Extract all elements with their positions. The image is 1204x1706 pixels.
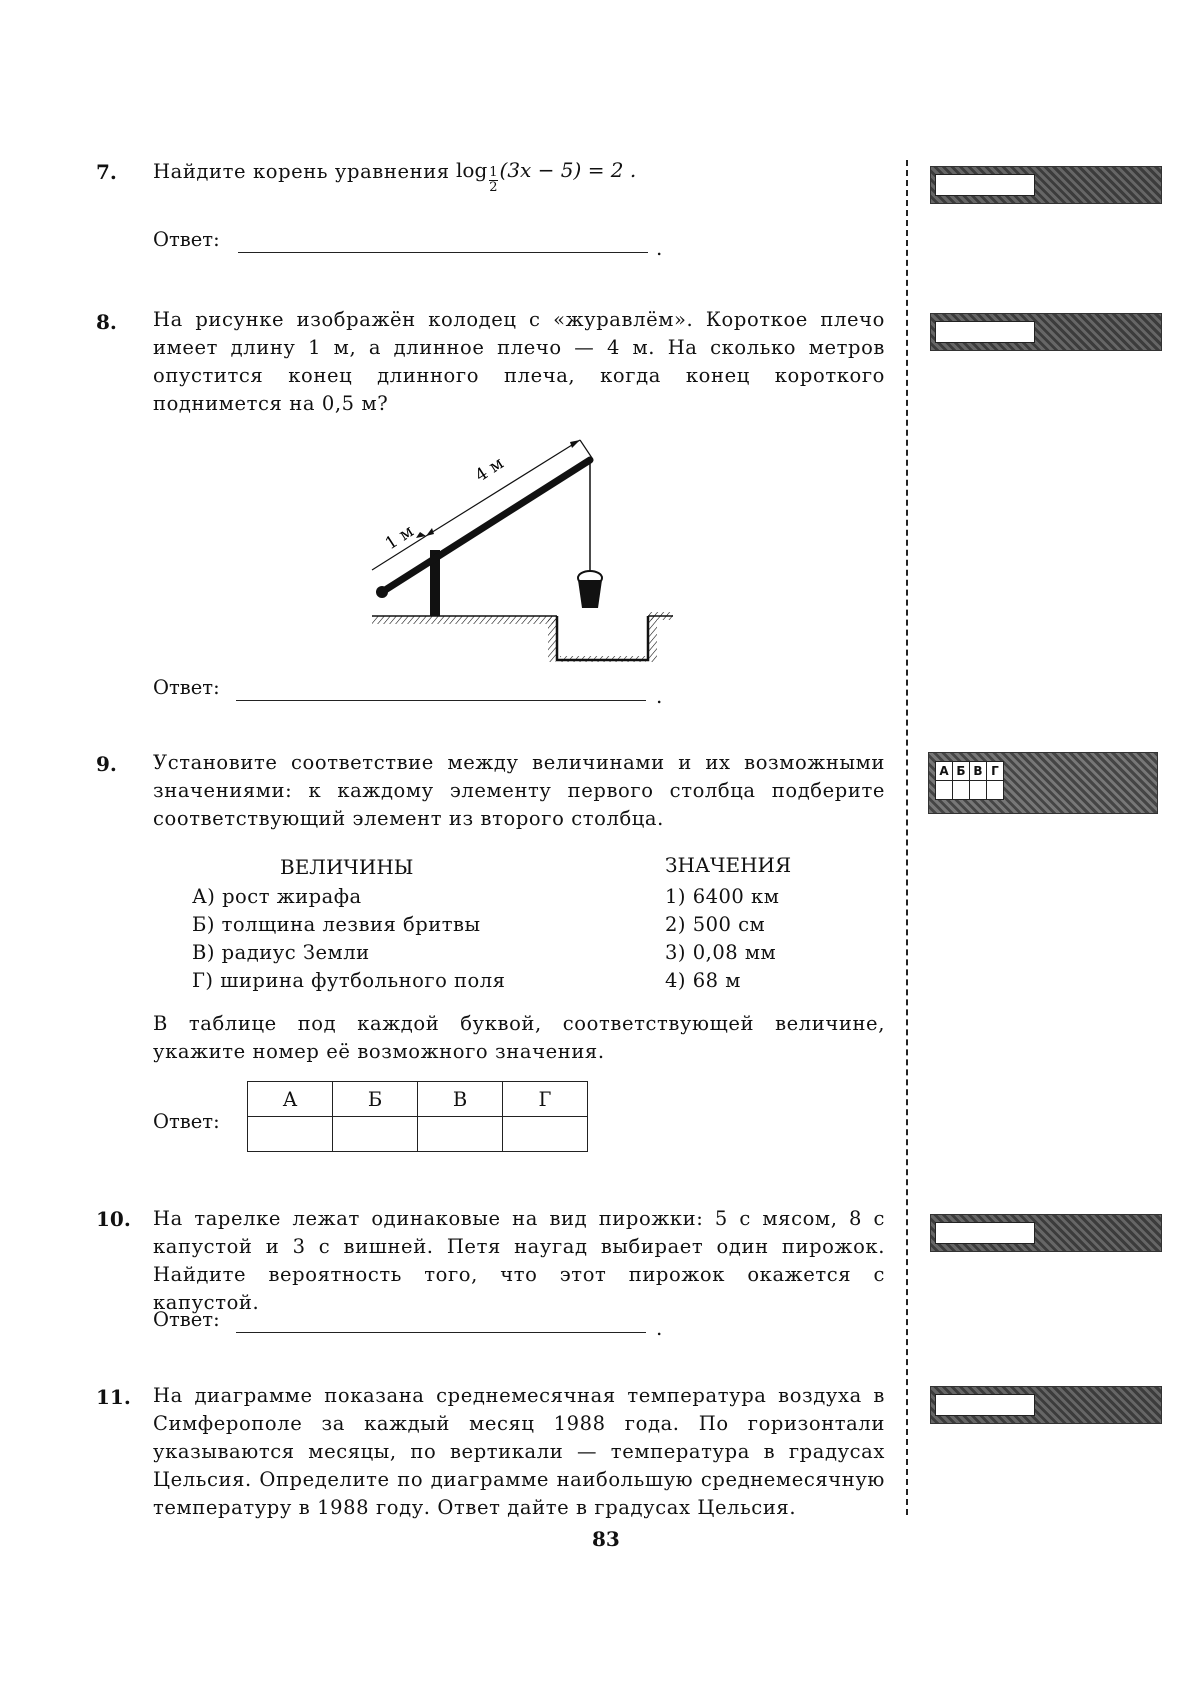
answer-cell-v[interactable] bbox=[418, 1117, 503, 1152]
mini-letter-a: А bbox=[936, 762, 953, 781]
q11-text: На диаграмме показана среднемесячная температура воздуха в Симферополе за каждый месяц 1988 года. По горизонтали указываются месяцы, по вертикали — температура в градусах Цельсия. Определите по диаграмме наибольшую среднемесячную температуру в 1988 году. Ответ дайте в градусах Цельсия. bbox=[153, 1384, 885, 1519]
ground-left bbox=[372, 616, 557, 624]
answer-cell-b[interactable] bbox=[333, 1117, 418, 1152]
left-item: Г) ширина футбольного поля bbox=[192, 969, 506, 992]
q8-number: 8. bbox=[96, 310, 117, 334]
answer-cell-a[interactable] bbox=[248, 1117, 333, 1152]
mini-letter-b: Б bbox=[953, 762, 970, 781]
q9-text: Установите соответствие между величинами и их возможными значениями: к каждому элементу первого столбца подберите соответствующий элемент из второго столбца. bbox=[153, 751, 885, 830]
bucket bbox=[578, 580, 602, 608]
long-arm-label: 4 м bbox=[471, 453, 508, 487]
q7-answer-box bbox=[930, 166, 1162, 204]
table-header-v: В bbox=[418, 1082, 503, 1117]
mini-cell-v[interactable] bbox=[970, 781, 987, 800]
q9-answer-box bbox=[928, 752, 1158, 814]
mini-cell-a[interactable] bbox=[936, 781, 953, 800]
table-header-b: Б bbox=[333, 1082, 418, 1117]
q10-number: 10. bbox=[96, 1207, 131, 1231]
table-header-g: Г bbox=[503, 1082, 588, 1117]
right-item: 3) 0,08 мм bbox=[665, 941, 777, 964]
right-column-header: ЗНАЧЕНИЯ bbox=[665, 853, 792, 877]
q9-number: 9. bbox=[96, 752, 117, 776]
left-item: В) радиус Земли bbox=[192, 941, 370, 964]
log-symbol: log bbox=[456, 158, 488, 182]
mini-cell-g[interactable] bbox=[987, 781, 1004, 800]
q8-text: На рисунке изображён колодец с «журавлём». Короткое плечо имеет длину 1 м, а длинное плечо — 4 м. На сколько метров опустится конец длинного плеча, когда конец короткого поднимется на 0,5 м? bbox=[153, 308, 885, 415]
q7-answer-line[interactable] bbox=[238, 252, 648, 253]
q8-answer-label: Ответ: bbox=[153, 676, 220, 699]
right-item: 1) 6400 км bbox=[665, 885, 780, 908]
right-item: 4) 68 м bbox=[665, 969, 741, 992]
page-number: 83 bbox=[592, 1527, 620, 1551]
q8-answer-box bbox=[930, 313, 1162, 351]
q10-answer-label: Ответ: bbox=[153, 1308, 220, 1331]
q7-text: Найдите корень уравнения bbox=[153, 160, 450, 183]
base-numerator: 1 bbox=[489, 165, 498, 180]
q11-answer-box bbox=[930, 1386, 1162, 1424]
q10-answer-box bbox=[930, 1214, 1162, 1252]
mini-cell-b[interactable] bbox=[953, 781, 970, 800]
q10-answer-cell[interactable] bbox=[935, 1222, 1035, 1244]
base-denominator: 2 bbox=[489, 180, 498, 195]
right-item: 2) 500 см bbox=[665, 913, 766, 936]
left-column-header: ВЕЛИЧИНЫ bbox=[280, 855, 414, 879]
answer-cell-g[interactable] bbox=[503, 1117, 588, 1152]
q9-answer-table bbox=[247, 1081, 588, 1152]
q9-answer-label: Ответ: bbox=[153, 1110, 220, 1133]
mini-letter-v: В bbox=[970, 762, 987, 781]
well-crane-figure bbox=[360, 430, 680, 670]
mini-letter-g: Г bbox=[987, 762, 1004, 781]
q8-dot: . bbox=[656, 684, 663, 708]
table-header-a: А bbox=[248, 1082, 333, 1117]
well-pit bbox=[557, 616, 648, 660]
short-arm-label: 1 м bbox=[381, 521, 418, 555]
q10-text: На тарелке лежат одинаковые на вид пирожки: 5 с мясом, 8 с капустой и 3 с вишней. Петя наугад выбирает один пирожок. Найдите вероятность того, что этот пирожок окажется с капустой. bbox=[153, 1207, 885, 1314]
q9-mini-table bbox=[935, 761, 1004, 800]
q11-number: 11. bbox=[96, 1385, 131, 1409]
left-item: А) рост жирафа bbox=[192, 885, 362, 908]
q7-dot: . bbox=[656, 236, 663, 260]
q9-instruction: В таблице под каждой буквой, соответствующей величине, укажите номер её возможного значения. bbox=[153, 1012, 885, 1063]
q10-dot: . bbox=[656, 1316, 663, 1340]
q7-answer-cell[interactable] bbox=[935, 174, 1035, 196]
left-item: Б) толщина лезвия бритвы bbox=[192, 913, 481, 936]
q10-answer-line[interactable] bbox=[236, 1332, 646, 1333]
q7-equation bbox=[456, 158, 636, 195]
cut-line bbox=[906, 160, 908, 1515]
q7-number: 7. bbox=[96, 160, 117, 184]
short-end-dot bbox=[376, 586, 388, 598]
log-argument: (3x − 5) = 2 . bbox=[499, 158, 637, 182]
long-dimension bbox=[426, 440, 580, 536]
q7-answer-label: Ответ: bbox=[153, 228, 220, 251]
q8-answer-cell[interactable] bbox=[935, 321, 1035, 343]
q8-answer-line[interactable] bbox=[236, 700, 646, 701]
q11-answer-cell[interactable] bbox=[935, 1394, 1035, 1416]
